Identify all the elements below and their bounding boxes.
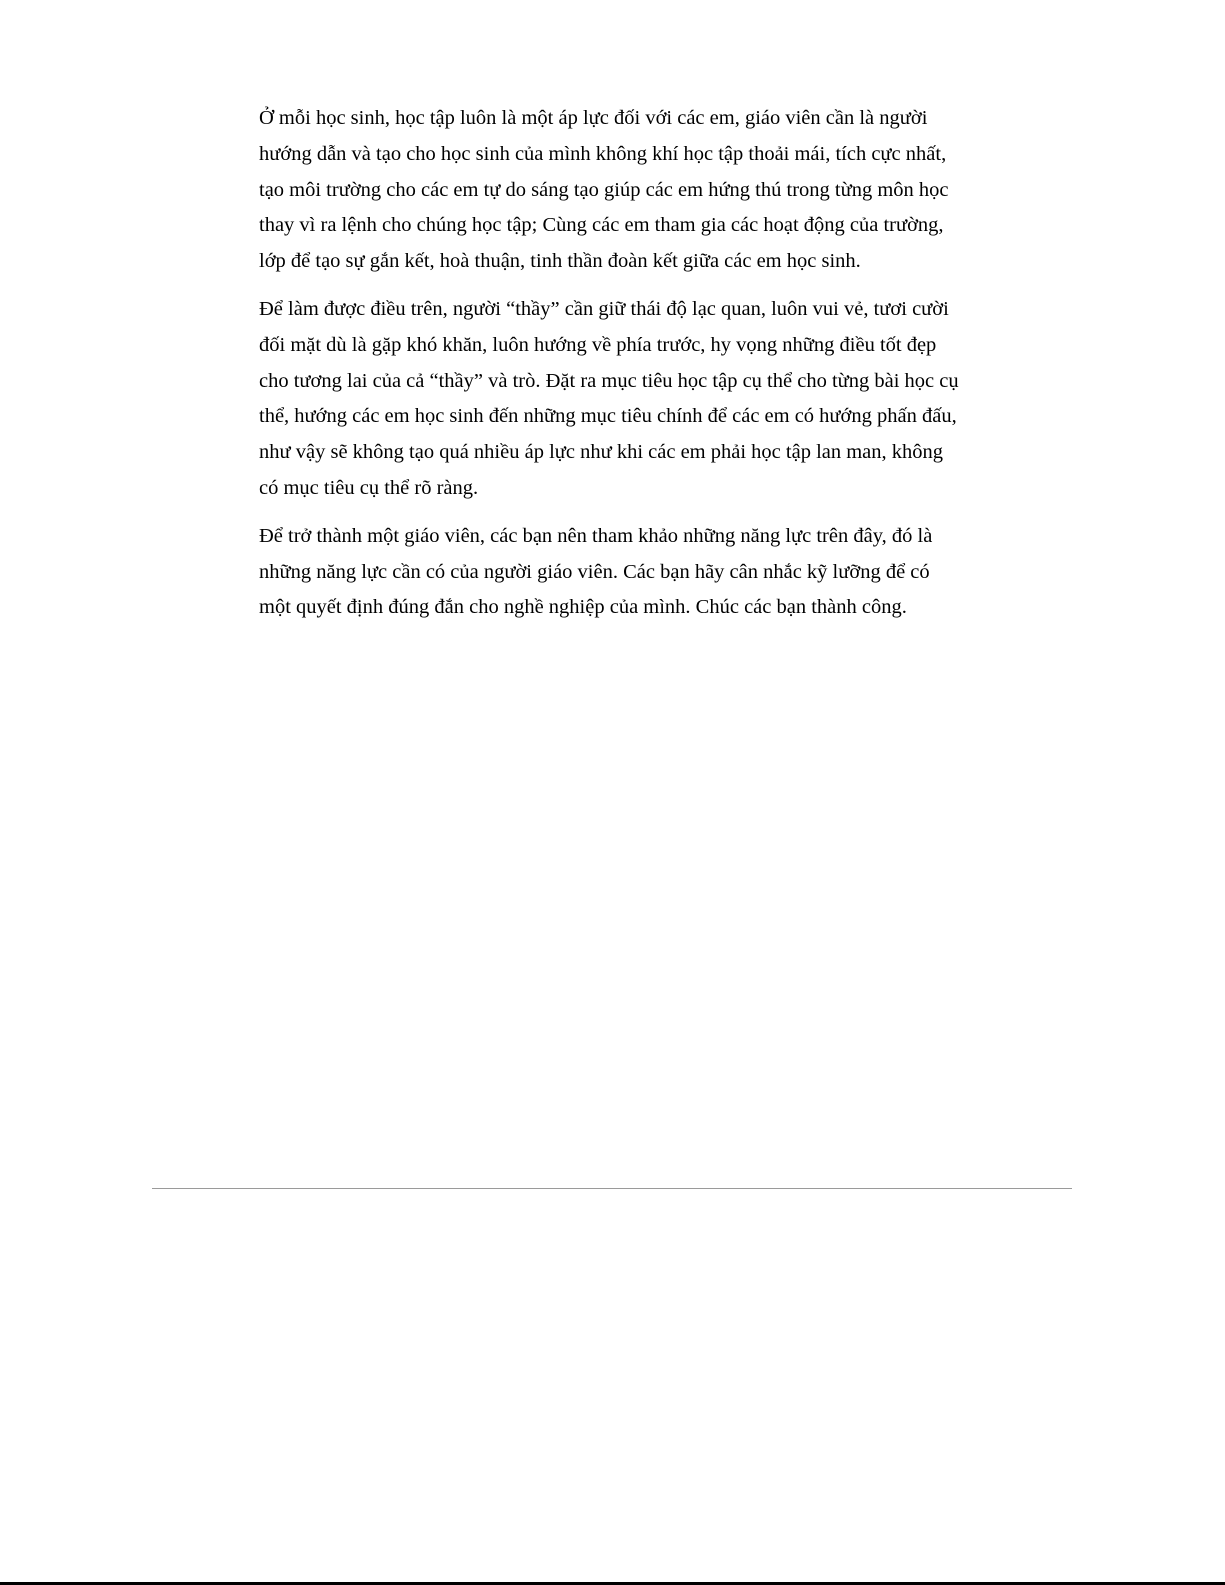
document-body (259, 101, 959, 638)
paragraph: Ở mỗi học sinh, học tập luôn là một áp lực đối với các em, giáo viên cần là người hướng dẫn và tạo cho học sinh của mình không khí học tập thoải mái, tích cực nhất, tạo môi trường cho các em tự do sáng tạo giúp các em hứng thú trong từng môn học thay vì ra lệnh cho chúng học tập; Cùng các em tham gia các hoạt động của trường, lớp để tạo sự gắn kết, hoà thuận, tinh thần đoàn kết giữa các em học sinh. (259, 107, 949, 273)
paragraph: Để làm được điều trên, người “thầy” cần giữ thái độ lạc quan, luôn vui vẻ, tươi cười đối mặt dù là gặp khó khăn, luôn hướng về phía trước, hy vọng những điều tốt đẹp cho tương lai của cả “thầy” và trò. Đặt ra mục tiêu học tập cụ thể cho từng bài học cụ thể, hướng các em học sinh đến những mục tiêu chính để các em có hướng phấn đấu, như vậy sẽ không tạo quá nhiều áp lực như khi các em phải học tập lan man, không có mục tiêu cụ thể rõ ràng. (259, 297, 959, 499)
page-divider (152, 1188, 1072, 1189)
paragraph: Để trở thành một giáo viên, các bạn nên tham khảo những năng lực trên đây, đó là những năng lực cần có của người giáo viên. Các bạn hãy cân nhắc kỹ lưỡng để có một quyết định đúng đắn cho nghề nghiệp của mình. Chúc các bạn thành công. (259, 524, 933, 619)
